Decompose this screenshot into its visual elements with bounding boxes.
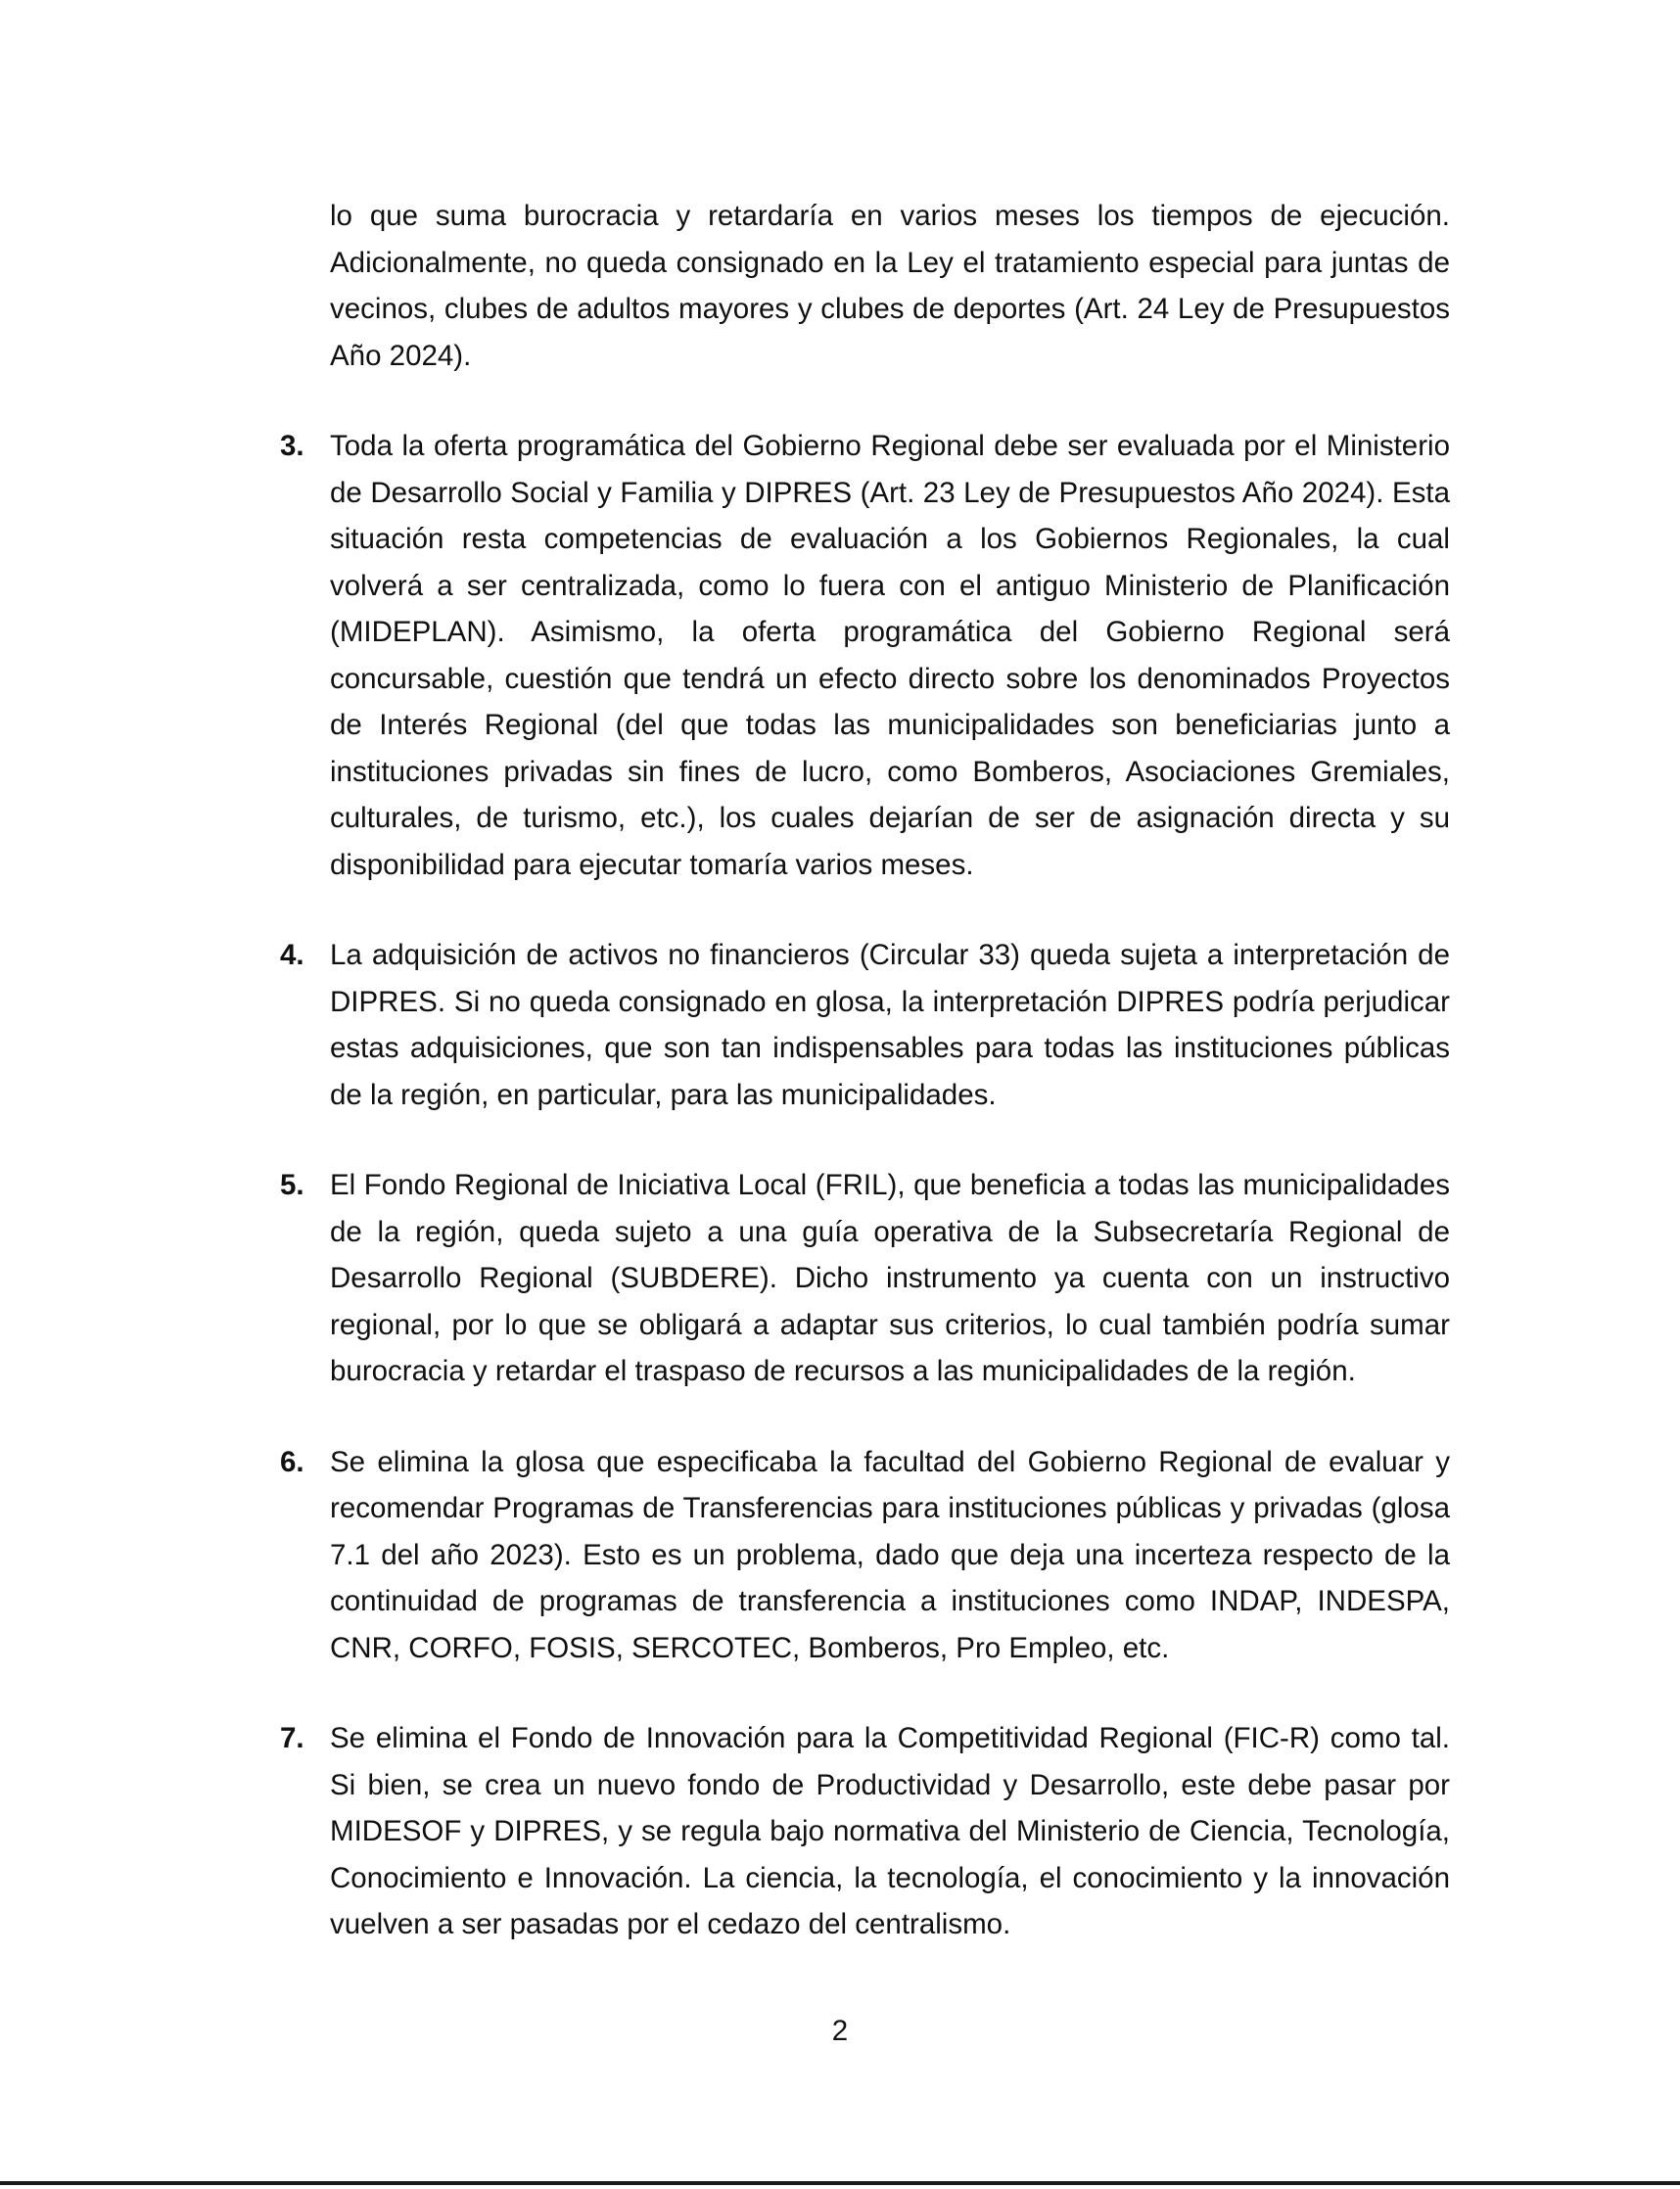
list-item-number: 3. (280, 430, 304, 462)
list-item-3 (280, 423, 1450, 888)
list-item-text: El Fondo Regional de Iniciativa Local (FRIL), que beneficia a todas las municipalidades de la región, queda sujeto a una guía operativa de la Subsecretaría Regional de Desarrollo Regional (SUBDERE). Dicho instrumento ya cuenta con un instructivo regional, por lo que se obligará a adaptar sus criterios, lo cual también podría sumar burocracia y retardar el traspaso de recursos a las municipalidades de la región. (330, 1169, 1450, 1387)
list-item-text: La adquisición de activos no financieros (Circular 33) queda sujeta a interpretación de DIPRES. Si no queda consignado en glosa, la interpretación DIPRES podría perjudicar estas adquisiciones, que son tan indispensables para todas las instituciones públicas de la región, en particular, para las municipalidades. (330, 939, 1450, 1111)
list-item-5 (280, 1162, 1450, 1395)
list-item-text: Toda la oferta programática del Gobierno Regional debe ser evaluada por el Ministerio de Desarrollo Social y Familia y DIPRES (Art. 23 Ley de Presupuestos Año 2024). Esta situación resta competencias de evaluación a los Gobiernos Regionales, la cual volverá a ser centralizada, como lo fuera con el antiguo Ministerio de Planificación (MIDEPLAN). Asimismo, la oferta programática del Gobierno Regional será concursable, cuestión que tendrá un efecto directo sobre los denominados Proyectos de Interés Regional (del que todas las municipalidades son beneficiarias junto a instituciones privadas sin fines de lucro, como Bomberos, Asociaciones Gremiales, culturales, de turismo, etc.), los cuales dejarían de ser de asignación directa y su disponibilidad para ejecutar tomaría varios meses. (330, 430, 1450, 881)
list-item-number: 7. (280, 1722, 304, 1754)
list-item-number: 5. (280, 1169, 304, 1201)
list-item-number: 4. (280, 939, 304, 971)
list-item-number: 6. (280, 1445, 304, 1478)
list-item-text: Se elimina la glosa que especificaba la facultad del Gobierno Regional de evaluar y recomendar Programas de Transferencias para instituciones públicas y privadas (glosa 7.1 del año 2023). Esto es un problema, dado que deja una incerteza respecto de la continuidad de programas de transferencia a instituciones como INDAP, INDESPA, CNR, CORFO, FOSIS, SERCOTEC, Bomberos, Pro Empleo, etc. (330, 1445, 1450, 1664)
page-number: 2 (831, 2015, 849, 2047)
list-item-text: Se elimina el Fondo de Innovación para la Competitividad Regional (FIC-R) como tal. Si bien, se crea un nuevo fondo de Productividad y Desarrollo, este debe pasar por MIDESOF y DIPRES, y se regula bajo normativa del Ministerio de Ciencia, Tecnología, Conocimiento e Innovación. La ciencia, la tecnología, el conocimiento y la innovación vuelven a ser pasadas por el cedazo del centralismo. (330, 1722, 1450, 1940)
page-bottom-divider (0, 2181, 1680, 2185)
intro-paragraph: lo que suma burocracia y retardaría en varios meses los tiempos de ejecución. Adicionalmente, no queda consignado en la Ley el tratamiento especial para juntas de vecinos, clubes de adultos mayores y clubes de deportes (Art. 24 Ley de Presupuestos Año 2024). (330, 200, 1450, 372)
list-item-4 (280, 932, 1450, 1118)
list-item-6 (280, 1439, 1450, 1672)
list-item-7 (280, 1715, 1450, 1948)
document-body (280, 193, 1450, 1948)
